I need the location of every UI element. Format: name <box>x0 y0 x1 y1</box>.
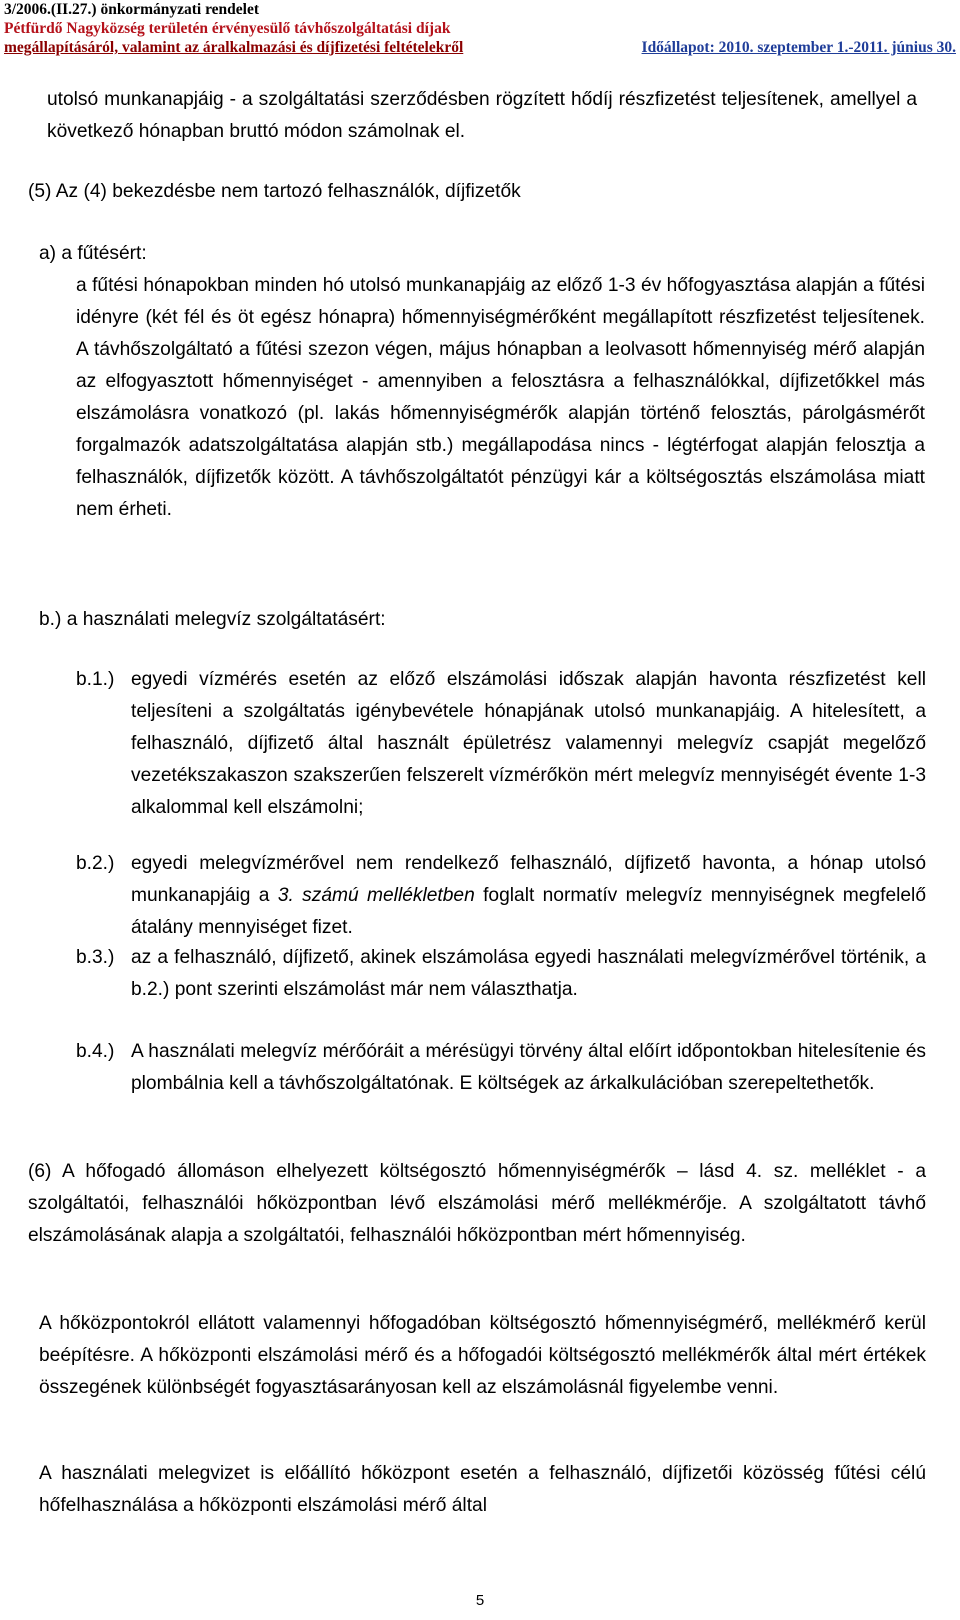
page-number: 5 <box>475 1592 485 1609</box>
item-b2-text <box>131 848 926 944</box>
item-b4-text: A használati melegvíz mérőóráit a mérésügyi törvény által előírt időpontokban hitelesítenie és plombálnia kell a távhőszolgáltatónak. E költségek az árkalkulációban szerepeltethetők. <box>131 1041 926 1094</box>
header-title: Pétfürdő Nagyközség területén érvényesülő távhőszolgáltatási díjak <box>4 20 451 37</box>
document-header <box>4 0 956 57</box>
item-b3-number: b.3.) <box>76 947 115 968</box>
item-a-label: a) a fűtésért: <box>39 243 147 264</box>
item-b2-text-end: foglalt normatív melegvíz mennyiségnek megfelelő átalány mennyiséget fizet. <box>131 885 926 938</box>
paragraph-intro: utolsó munkanapjáig - a szolgáltatási szerződésben rögzített hődíj részfizetést teljesítenek, amellyel a következő hónapban bruttó módon számolnak el. <box>47 89 917 142</box>
paragraph-7: A hőközpontokról ellátott valamennyi hőfogadóban költségosztó hőmennyiségmérő, mellékmérő kerül beépítésre. A hőközponti elszámolási mérő és a hőfogadói költségosztó mellékmérők által mért értékek összegének különbségét fogyasztásarányosan kell az elszámolásnál figyelembe venni. <box>39 1313 926 1398</box>
paragraph-6 <box>28 1156 926 1252</box>
item-a-text: a fűtési hónapokban minden hó utolsó munkanapjáig az előző 1-3 év hőfogyasztása alapján a fűtési idényre (két fél és öt egész hónapra) hőmennyiségmérőként megállapított részfizetést teljesítenek. A távhőszolgáltató a fűtési szezon végen, május hónapban a leolvasott hőmennyiség mérő alapján az elfogyasztott hőmennyiséget - amennyiben a felosztásra a felhasználókkal, díjfizetőkkel más elszámolásra vonatkozó (pl. lakás hőmennyiségmérők alapján történő felosztás, párolgásmérőt forgalmazók adatszolgáltatása alapján stb.) megállapodása nincs - légtérfogat alapján felosztja a felhasználók, díjfizetők között. A távhőszolgáltatót pénzügyi kár a költségosztás elszámolása miatt nem érheti. <box>76 275 925 520</box>
header-validity-date: Időállapot: 2010. szeptember 1.-2011. június 30. <box>641 39 956 56</box>
paragraph-5-heading: (5) Az (4) bekezdésbe nem tartozó felhasználók, díjfizetők <box>28 181 521 202</box>
annex-reference: 3. számú mellékletben <box>277 885 475 906</box>
header-subtitle-row <box>4 38 956 57</box>
item-b2-text-start: egyedi melegvízmérővel nem rendelkező felhasználó, díjfizető havonta, a hónap utolsó munkanapjáig a <box>131 853 926 906</box>
item-b2-number: b.2.) <box>76 853 115 874</box>
item-b3-text: az a felhasználó, díjfizető, akinek elszámolása egyedi használati melegvízmérővel történik, a b.2.) pont szerinti elszámolást már nem választhatja. <box>131 947 926 1000</box>
header-regulation-number: 3/2006.(II.27.) önkormányzati rendelet <box>4 1 260 18</box>
paragraph-6-text: (6) A hőfogadó állomáson elhelyezett költségosztó hőmennyiségmérők – lásd 4. sz. melléklet - a szolgáltatói, felhasználói hőközpontban lévő elszámolási mérő mellékmérője. A szolgáltatott távhő elszámolásának alapja a szolgáltatói, felhasználói hőközpontban mért hőmennyiség. <box>28 1161 926 1246</box>
paragraph-8: A használati melegvizet is előállító hőközpont esetén a felhasználó, díjfizetői közösség fűtési célú hőfelhasználása a hőközponti elszámolási mérő által <box>39 1463 926 1516</box>
item-b4-number: b.4.) <box>76 1041 115 1062</box>
item-b-label: b.) a használati melegvíz szolgáltatásért: <box>39 609 386 630</box>
header-subtitle: megállapításáról, valamint az áralkalmazási és díjfizetési feltételekről <box>4 39 464 56</box>
item-b1-text: egyedi vízmérés esetén az előző elszámolási időszak alapján havonta részfizetést kell teljesíteni a szolgáltatás igénybevétele hónapjának utolsó munkanapjáig. A hitelesített, a felhasználó, díjfizető által használt épületrész valamennyi melegvíz csapját megelőző vezetékszakaszon szakszerűen felszerelt vízmérőkön mért melegvíz mennyiségét évente 1-3 alkalommal kell elszámolni; <box>131 669 926 818</box>
item-b1-number: b.1.) <box>76 669 115 690</box>
